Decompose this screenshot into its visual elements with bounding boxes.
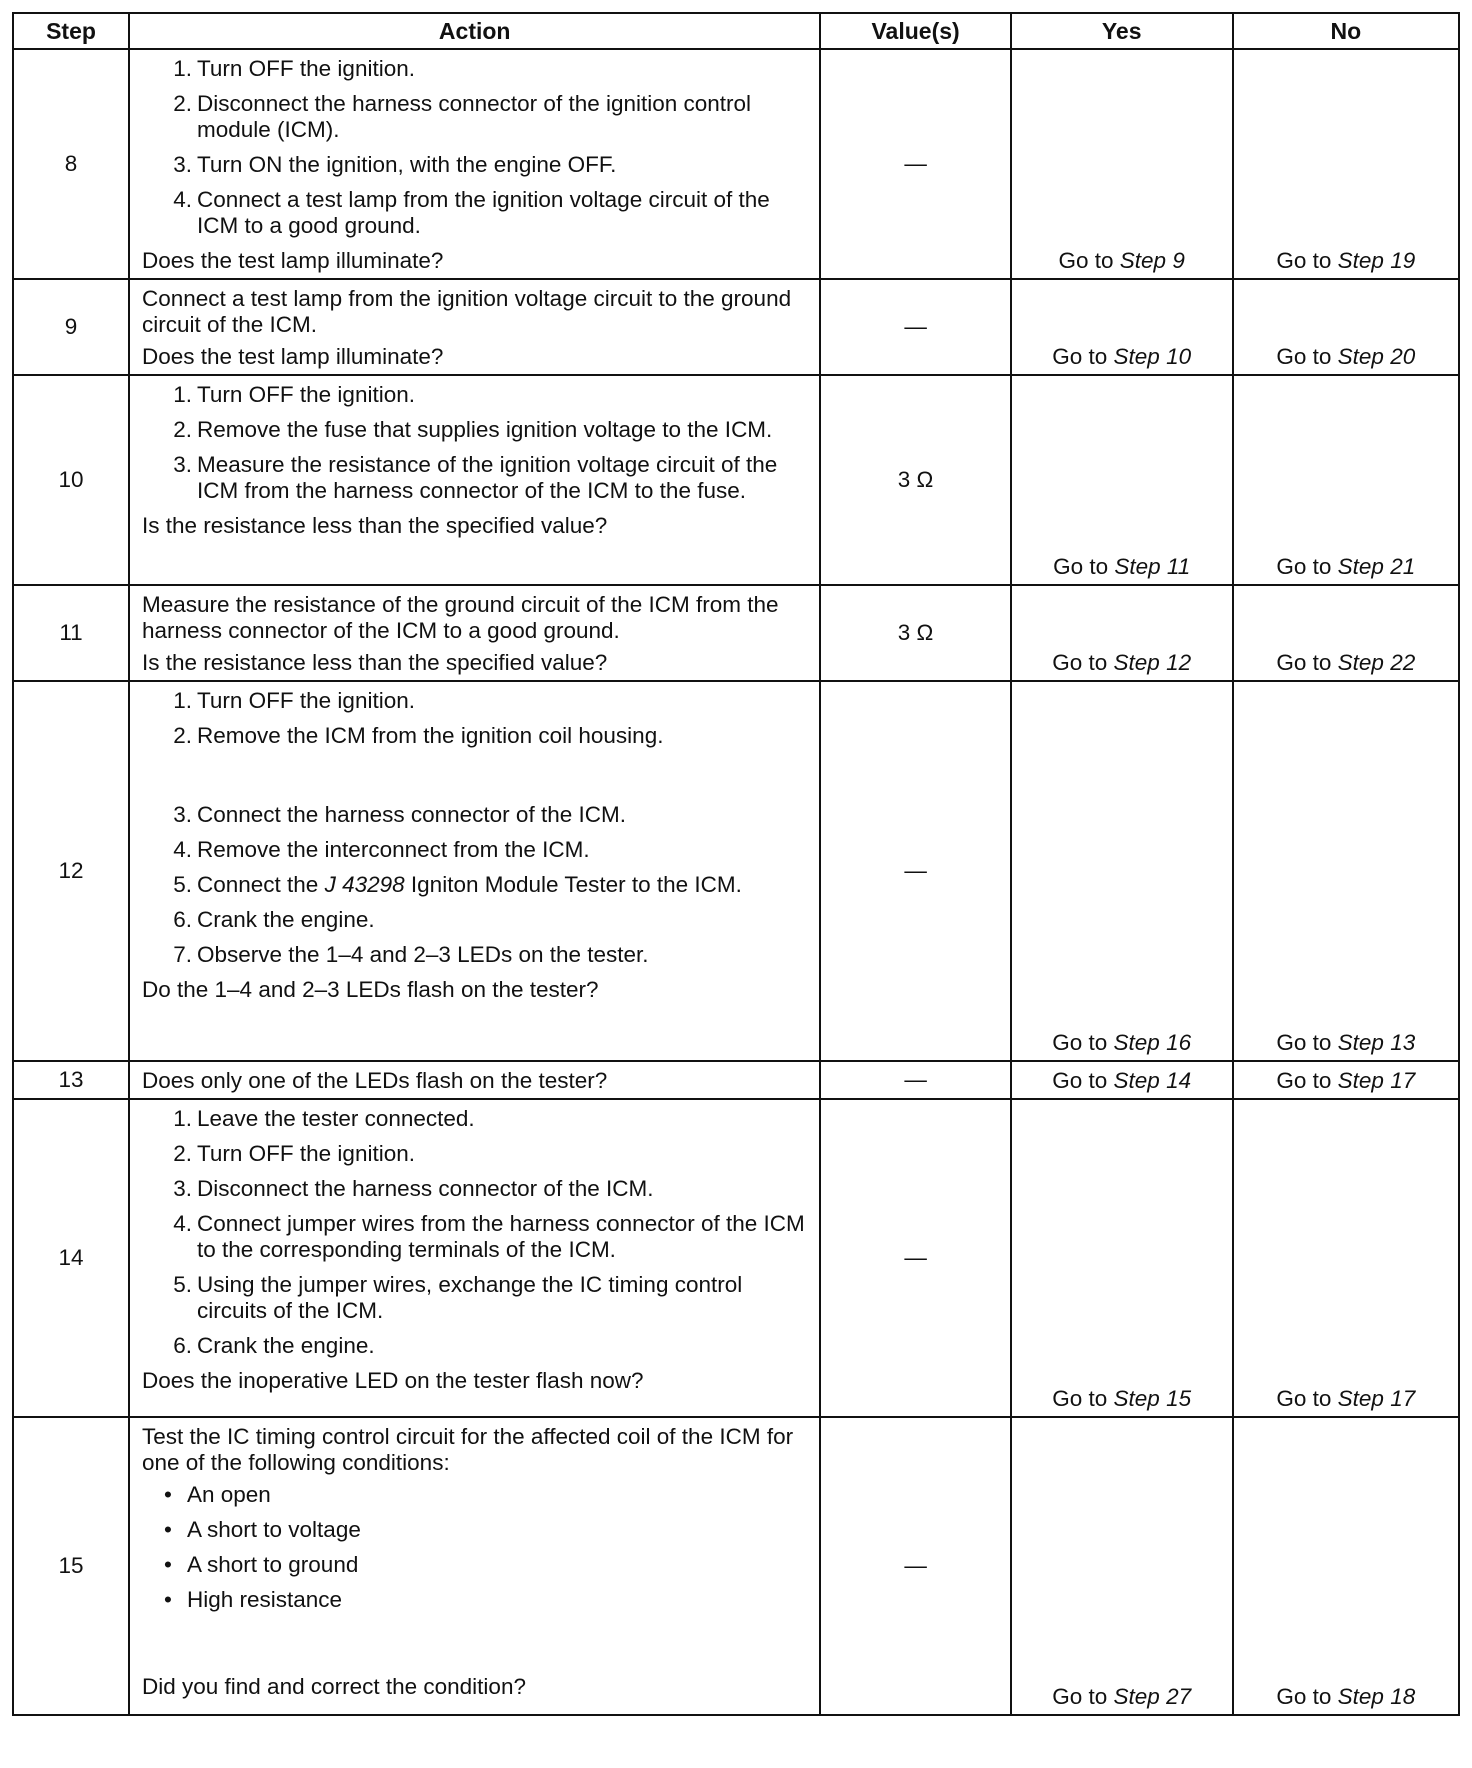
condition-list (142, 1482, 807, 1613)
action-step: 4. Connect jumper wires from the harness connector of the ICM to the corresponding terminals of the ICM. (173, 1211, 805, 1262)
value-cell: 3 Ω (820, 375, 1010, 585)
action-cell (129, 585, 820, 681)
step-row-13 (13, 1061, 1459, 1099)
action-cell (129, 1417, 820, 1715)
step-number: 12 (13, 681, 129, 1061)
action-step: 3. Connect the harness connector of the ICM. (173, 802, 626, 827)
yes-cell: Go to Step 11 (1011, 375, 1233, 585)
no-step-link: Step 17 (1337, 1068, 1416, 1093)
yes-step-link: Step 10 (1113, 344, 1192, 369)
header-row (13, 13, 1459, 49)
action-cell (129, 1061, 820, 1099)
blank-space (142, 758, 807, 802)
header-step: Step (13, 13, 129, 49)
yes-step-link: Step 9 (1119, 248, 1185, 273)
action-question: Does the test lamp illuminate? (141, 248, 444, 273)
diagnostic-table-page (12, 12, 1460, 1716)
action-step: 4. Remove the interconnect from the ICM. (173, 837, 590, 862)
value-cell: 3 Ω (820, 585, 1010, 681)
yes-cell: Go to Step 10 (1011, 279, 1233, 375)
no-cell: Go to Step 18 (1233, 1417, 1459, 1715)
no-cell: Go to Step 17 (1233, 1099, 1459, 1417)
step-row-8 (13, 49, 1459, 279)
step-row-9 (13, 279, 1459, 375)
yes-step-link: Step 14 (1113, 1068, 1192, 1093)
action-cell (129, 1099, 820, 1417)
action-step: 1. Turn OFF the ignition. (173, 56, 415, 81)
action-cell (129, 375, 820, 585)
header-no: No (1233, 13, 1459, 49)
no-step-link: Step 19 (1337, 248, 1416, 273)
action-question: Did you find and correct the condition? (141, 1674, 526, 1699)
action-steps (142, 688, 807, 968)
action-step: 6. Crank the engine. (173, 1333, 375, 1358)
value-cell: — (820, 49, 1010, 279)
action-steps (142, 1106, 807, 1359)
action-step: 4. Connect a test lamp from the ignition voltage circuit of the ICM to a good ground. (173, 187, 770, 238)
yes-step-link: Step 27 (1113, 1684, 1192, 1709)
condition-item: • An open (142, 1482, 807, 1508)
step-number: 10 (13, 375, 129, 585)
action-step: 3. Disconnect the harness connector of the ICM. (173, 1176, 654, 1201)
action-question: Is the resistance less than the specified value? (141, 650, 608, 675)
value-cell: — (820, 279, 1010, 375)
condition-item: • A short to voltage (142, 1517, 807, 1543)
value-cell: — (820, 1099, 1010, 1417)
action-text: Measure the resistance of the ground circuit of the ICM from the harness connector of the ICM to a good ground. (141, 592, 779, 643)
header-yes: Yes (1011, 13, 1233, 49)
value-cell: — (820, 1061, 1010, 1099)
no-cell: Go to Step 13 (1233, 681, 1459, 1061)
action-question: Does the inoperative LED on the tester flash now? (141, 1368, 644, 1393)
action-step: 6. Crank the engine. (173, 907, 375, 932)
action-step: 1. Turn OFF the ignition. (173, 382, 415, 407)
yes-step-link: Step 12 (1113, 650, 1192, 675)
no-step-link: Step 17 (1337, 1386, 1416, 1411)
action-question: Does the test lamp illuminate? (141, 344, 444, 369)
step-row-10 (13, 375, 1459, 585)
diagnostic-table (12, 12, 1460, 1716)
action-step: 5. Using the jumper wires, exchange the IC timing control circuits of the ICM. (173, 1272, 743, 1323)
step-row-11 (13, 585, 1459, 681)
condition-item: • High resistance (142, 1587, 807, 1613)
action-text: Connect a test lamp from the ignition voltage circuit to the ground circuit of the ICM. (141, 286, 792, 337)
step-number: 14 (13, 1099, 129, 1417)
header-values: Value(s) (820, 13, 1010, 49)
step-number: 11 (13, 585, 129, 681)
action-step: 3. Measure the resistance of the ignition voltage circuit of the ICM from the harness connector of the ICM to the fuse. (173, 452, 778, 503)
yes-cell: Go to Step 14 (1011, 1061, 1233, 1099)
step-row-12 (13, 681, 1459, 1061)
action-step: 2. Remove the ICM from the ignition coil housing. (173, 723, 664, 748)
action-question: Do the 1–4 and 2–3 LEDs flash on the tester? (141, 977, 599, 1002)
no-step-link: Step 18 (1337, 1684, 1416, 1709)
no-cell: Go to Step 17 (1233, 1061, 1459, 1099)
value-cell: — (820, 1417, 1010, 1715)
action-step: 2. Remove the fuse that supplies ignition voltage to the ICM. (173, 417, 773, 442)
no-cell: Go to Step 19 (1233, 49, 1459, 279)
no-cell: Go to Step 20 (1233, 279, 1459, 375)
action-step: 2. Disconnect the harness connector of the ignition control module (ICM). (173, 91, 752, 142)
yes-cell: Go to Step 12 (1011, 585, 1233, 681)
no-cell: Go to Step 22 (1233, 585, 1459, 681)
action-text: Test the IC timing control circuit for the affected coil of the ICM for one of the following conditions: (141, 1424, 794, 1475)
no-step-link: Step 21 (1337, 554, 1416, 579)
action-cell (129, 49, 820, 279)
yes-step-link: Step 11 (1114, 554, 1191, 579)
yes-step-link: Step 15 (1113, 1386, 1192, 1411)
action-steps (142, 382, 807, 504)
condition-item: • A short to ground (142, 1552, 807, 1578)
tool-name: J 43298 (324, 872, 405, 897)
action-step: 7. Observe the 1–4 and 2–3 LEDs on the tester. (173, 942, 649, 967)
action-step: 2. Turn OFF the ignition. (173, 1141, 415, 1166)
yes-cell: Go to Step 27 (1011, 1417, 1233, 1715)
yes-step-link: Step 16 (1113, 1030, 1192, 1055)
action-step: 1. Turn OFF the ignition. (173, 688, 415, 713)
step-number: 8 (13, 49, 129, 279)
action-step: 3. Turn ON the ignition, with the engine OFF. (173, 152, 617, 177)
yes-cell: Go to Step 9 (1011, 49, 1233, 279)
action-cell (129, 681, 820, 1061)
value-cell: — (820, 681, 1010, 1061)
no-cell: Go to Step 21 (1233, 375, 1459, 585)
blank-space (142, 1622, 807, 1674)
no-step-link: Step 20 (1337, 344, 1416, 369)
step-row-15 (13, 1417, 1459, 1715)
yes-cell: Go to Step 15 (1011, 1099, 1233, 1417)
action-question: Does only one of the LEDs flash on the tester? (141, 1068, 608, 1093)
action-steps (142, 56, 807, 239)
action-question: Is the resistance less than the specified value? (141, 513, 608, 538)
action-cell (129, 279, 820, 375)
yes-cell: Go to Step 16 (1011, 681, 1233, 1061)
no-step-link: Step 22 (1337, 650, 1416, 675)
step-number: 9 (13, 279, 129, 375)
step-row-14 (13, 1099, 1459, 1417)
no-step-link: Step 13 (1337, 1030, 1416, 1055)
step-number: 15 (13, 1417, 129, 1715)
action-step: 5. Connect the J 43298 Igniton Module Tester to the ICM. (173, 872, 742, 897)
step-number: 13 (13, 1061, 129, 1099)
header-action: Action (129, 13, 820, 49)
action-step: 1. Leave the tester connected. (173, 1106, 475, 1131)
